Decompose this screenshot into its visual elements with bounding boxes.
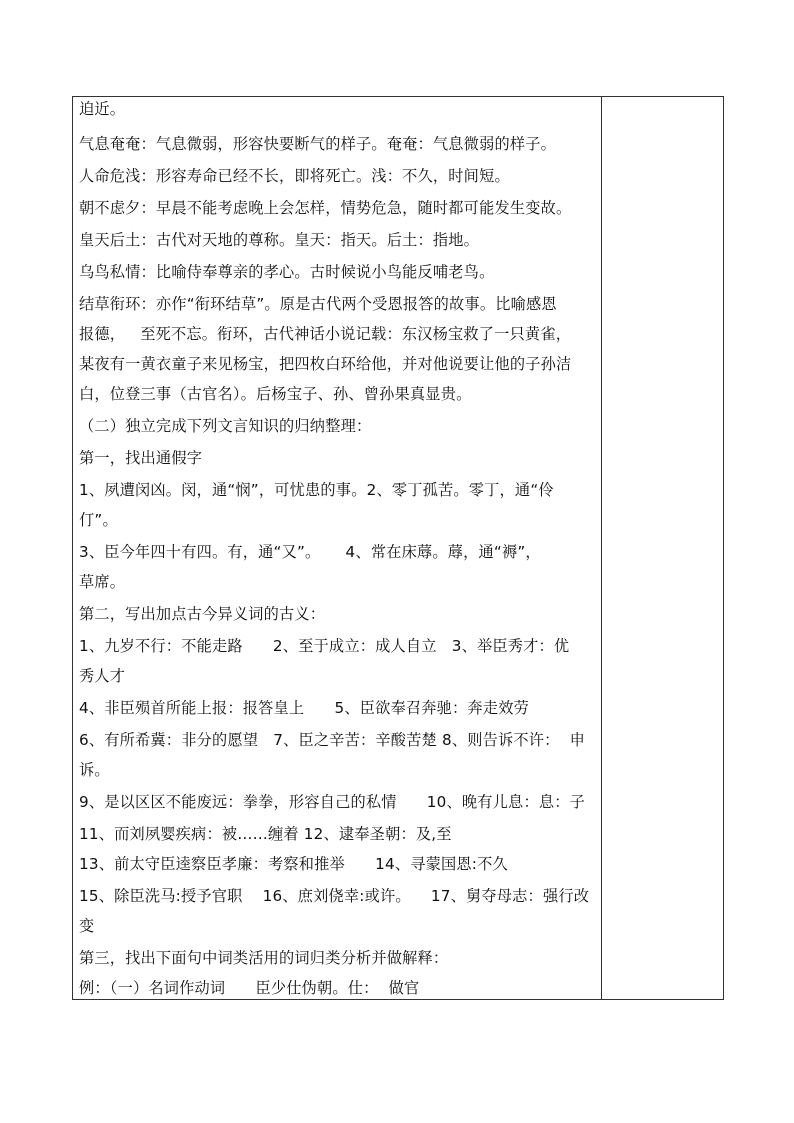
text-line: 15、除臣洗马:授予官职 16、庶刘侥幸:或许。 17、舅夺母志：强行改 (79, 887, 590, 905)
text-line: 4、非臣殒首所能上报：报答皇上 5、臣欲奉召奔驰：奔走效劳 (79, 699, 529, 717)
text-line: 朝不虑夕：早晨不能考虑晚上会怎样，情势危急，随时都可能发生变故。 (79, 199, 572, 217)
text-line: 11、而刘夙婴疾病：被……缠着 12、逮奉圣朝：及,至 (79, 825, 452, 843)
section-heading: 第一，找出通假字 (79, 449, 203, 467)
text-line: 乌鸟私情：比喻侍奉尊亲的孝心。古时候说小鸟能反哺老鸟。 (79, 263, 495, 281)
text-line: 仃”。 (79, 511, 118, 529)
section-heading: 第二，写出加点古今异义词的古义： (79, 605, 326, 623)
text-line: 诉。 (79, 761, 110, 779)
text-line: 结草衔环：亦作“衔环结草”。原是古代两个受恩报答的故事。比喻感恩 (79, 295, 557, 313)
text-line: 皇天后土：古代对天地的尊称。皇天：指天。后土：指地。 (79, 231, 480, 249)
text-line: 报德， 至死不忘。衔环，古代神话小说记载：东汉杨宝救了一只黄雀， (79, 325, 572, 343)
text-line: 迫近。 (79, 100, 126, 118)
section-heading: （二）独立完成下列文言知识的归纳整理： (79, 417, 372, 435)
text-line: 1、夙遭闵凶。闵，通“悯”，可忧患的事。2、零丁孤苦。零丁，通“伶 (79, 481, 554, 499)
text-line: 例：（一）名词作动词 臣少仕伪朝。仕： 做官 (79, 979, 420, 997)
text-line: 1、九岁不行：不能走路 2、至于成立：成人自立 3、举臣秀才：优 (79, 637, 570, 655)
text-line: 人命危浅：形容寿命已经不长，即将死亡。浅：不久，时间短。 (79, 167, 510, 185)
text-line: 草席。 (79, 573, 126, 591)
text-line: 3、臣今年四十有四。有，通“又”。 4、常在床蓐。蓐，通“褥”， (79, 543, 541, 561)
text-line: 变 (79, 917, 95, 935)
section-heading: 第三，找出下面句中词类活用的词归类分析并做解释： (79, 949, 449, 967)
text-line: 白，位登三事（古官名）。后杨宝子、孙、曾孙果真显贵。 (79, 385, 472, 403)
text-line: 秀人才 (79, 667, 126, 685)
text-line: 某夜有一黄衣童子来见杨宝，把四枚白环给他，并对他说要让他的子孙洁 (79, 355, 572, 373)
text-line: 6、有所希冀：非分的愿望 7、臣之辛苦：辛酸苦楚 8、则告诉不许： 申 (79, 731, 585, 749)
text-line: 13、前太守臣逵察臣孝廉：考察和推举 14、寻蒙国恩:不久 (79, 855, 508, 873)
text-line: 9、是以区区不能废远：拳拳，形容自己的私情 10、晚有儿息：息：子 (79, 793, 585, 811)
text-line: 气息奄奄：气息微弱，形容快要断气的样子。奄奄：气息微弱的样子。 (79, 135, 557, 153)
content-table (72, 96, 724, 1000)
side-notes-cell (602, 97, 723, 999)
notes-cell (73, 97, 601, 999)
